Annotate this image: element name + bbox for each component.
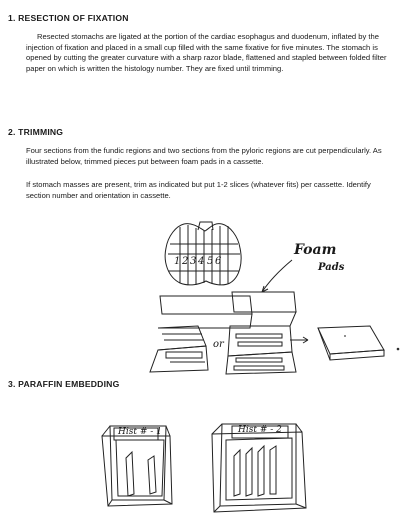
mold-left-label: Hist # - 1: [118, 427, 162, 437]
section-1-paragraph: Resected stomachs are ligated at the portion of the cardiac esophagus and duodenum, inflated by the injection of fixation and placed in a small cup filled with the same fixative for five minutes. The stomach is opened by cutting the greater curvature with a sharp razor blade, flattened and stapled between folded filter paper on which is written the histology number. They are fixed until trimming.: [26, 32, 387, 73]
mold-right: [220, 424, 296, 506]
section-3-heading: 3. PARAFFIN EMBEDDING: [8, 379, 120, 389]
section-number-3: 3: [190, 256, 197, 267]
section-number-4: 4: [198, 256, 205, 267]
section-number-1: 1: [174, 256, 181, 267]
or-label: or: [213, 339, 224, 350]
section-2-paragraph-1: Four sections from the fundic regions and two sections from the pyloric regions are cut perpendicularly. As illustrated below, trimmed pieces put between foam pads in a cassette.: [26, 146, 382, 166]
cassette-1-lid: [160, 296, 252, 314]
section-1-heading: 1. RESECTION OF FIXATION: [8, 13, 129, 23]
section-number-2: 2: [182, 256, 189, 267]
cassette-2-base: [228, 326, 292, 356]
section-2-heading: 2. TRIMMING: [8, 127, 64, 137]
section-number-5: 5: [207, 256, 214, 267]
mold-right-label: Hist # - 2: [238, 425, 282, 435]
cassette-2-lid: [232, 292, 296, 312]
cassette-1-base: [158, 326, 206, 350]
foam-label: Foam: [294, 242, 337, 258]
pads-label: Pads: [318, 262, 345, 273]
section-number-6: 6: [215, 256, 222, 267]
section-2-paragraph-2: If stomach masses are present, trim as indicated but put 1-2 slices (whatever fits) per cassette. Identify section number and orientation in cassette.: [26, 180, 371, 200]
mold-left: [110, 426, 166, 500]
cassette-closed: [318, 326, 384, 354]
